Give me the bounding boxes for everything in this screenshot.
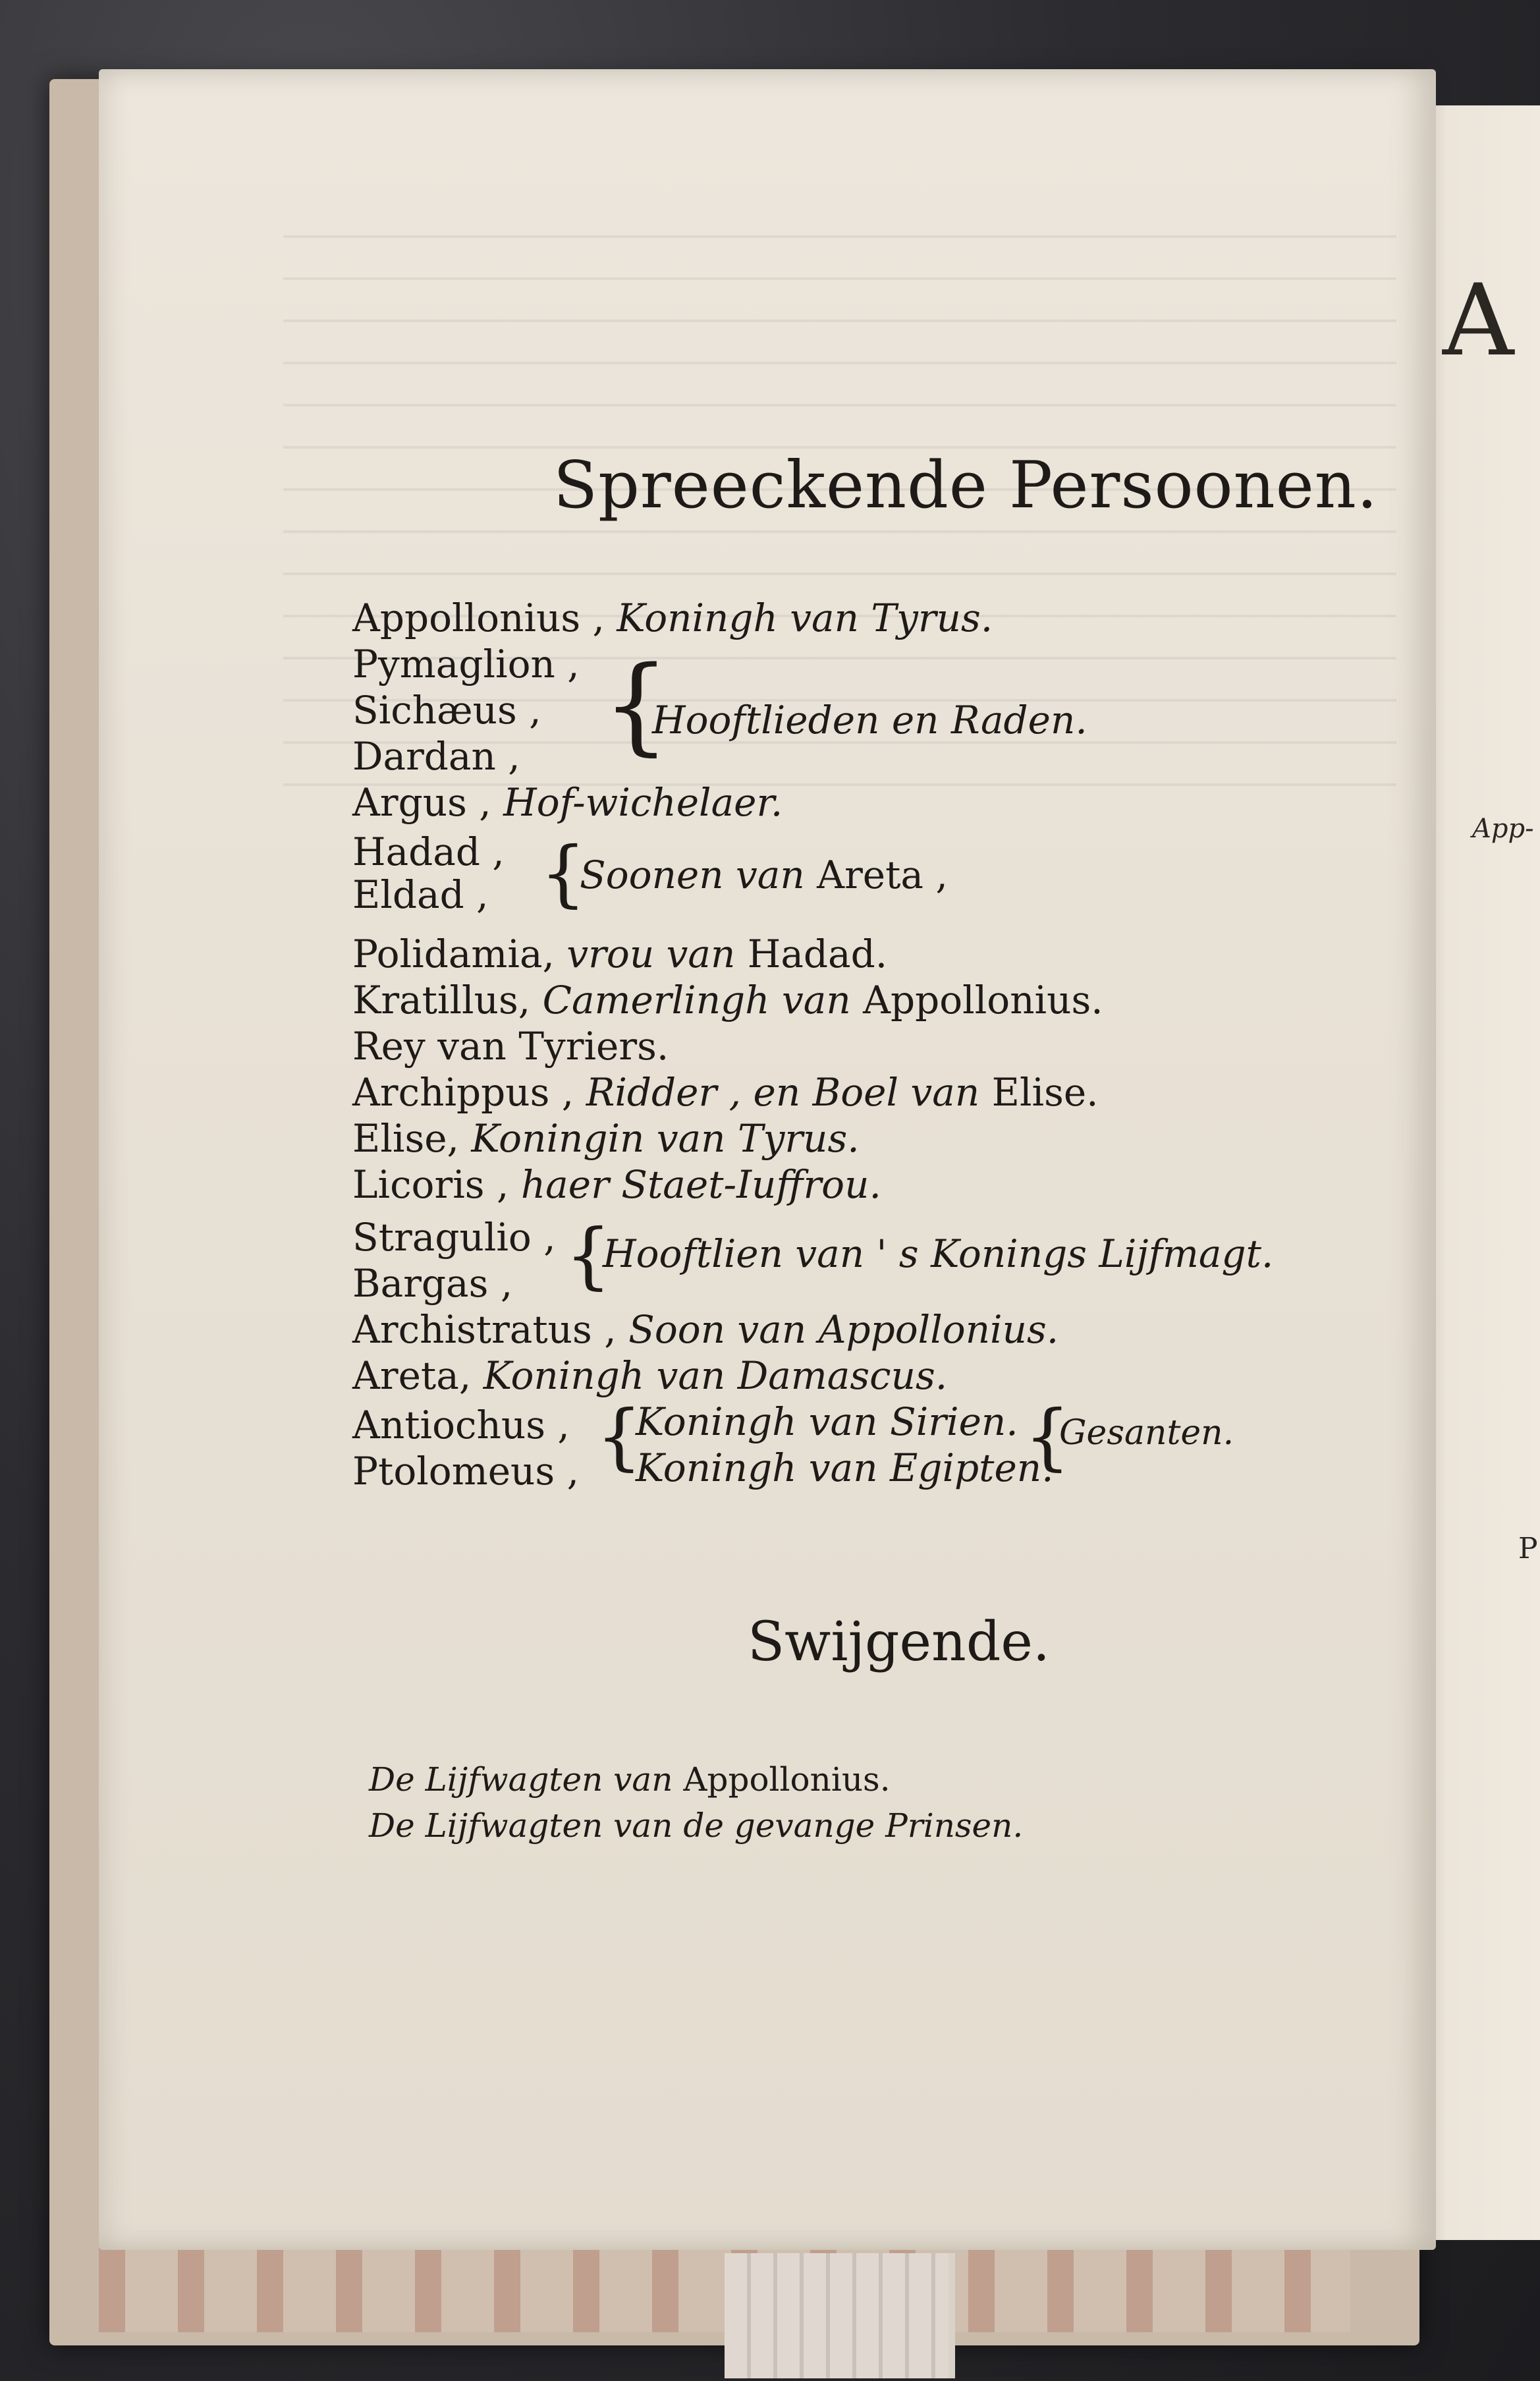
person-line: Polidamia, vrou van Hadad. xyxy=(352,932,888,976)
silent-line: De Lijfwagten van de gevange Prinsen. xyxy=(369,1807,1024,1845)
person-line: Sichæus , xyxy=(352,688,541,733)
brace-icon: { xyxy=(596,1394,642,1478)
person-line: Antiochus , xyxy=(352,1403,570,1447)
brace-icon: { xyxy=(1024,1394,1070,1478)
binding-stitch xyxy=(725,2253,949,2378)
person-line: Pymaglion , xyxy=(352,642,580,686)
group-captains: Hooftlieden en Raden. xyxy=(652,698,1087,742)
person-line: Dardan , xyxy=(352,734,520,779)
person-line: Rey van Tyriers. xyxy=(352,1024,669,1069)
person-line: Bargas , xyxy=(352,1261,513,1306)
person-line: Elise, Koningin van Tyrus. xyxy=(352,1116,860,1161)
page-title: Spreeckende Persoonen. xyxy=(553,448,1379,523)
brace-icon: { xyxy=(565,1213,611,1297)
group-guards: Hooftlien van ' s Konings Lijfmagt. xyxy=(603,1231,1274,1276)
person-line: Appollonius , Koningh van Tyrus. xyxy=(352,596,993,640)
group-envoys: Gesanten. xyxy=(1059,1413,1234,1453)
person-line: Eldad , xyxy=(352,872,489,917)
person-line: Stragulio , xyxy=(352,1215,556,1260)
brace-icon: { xyxy=(540,831,586,915)
person-line: Argus , Hof-wichelaer. xyxy=(352,780,783,825)
king-sirien: Koningh van Sirien. xyxy=(636,1399,1018,1444)
person-line: Ptolomeus , xyxy=(352,1449,580,1494)
person-line: Archippus , Ridder , en Boel van Elise. xyxy=(352,1070,1099,1115)
person-line: Licoris , haer Staet-Iuffrou. xyxy=(352,1162,881,1207)
brace-icon: { xyxy=(603,643,670,766)
person-line: Hadad , xyxy=(352,829,505,874)
facing-page-initial: P xyxy=(1518,1532,1538,1565)
person-line: Kratillus, Camerlingh van Appollonius. xyxy=(352,978,1103,1022)
silent-heading: Swijgende. xyxy=(748,1611,1050,1673)
facing-page-title: A xyxy=(1443,264,1526,378)
person-line: Areta, Koningh van Damascus. xyxy=(352,1353,948,1398)
facing-page-margin-note: App- xyxy=(1472,814,1534,844)
group-sons: Soonen van Areta , xyxy=(580,853,948,897)
person-line: Archistratus , Soon van Appollonius. xyxy=(352,1307,1059,1352)
king-egipten: Koningh van Egipten. xyxy=(636,1445,1054,1490)
silent-line: De Lijfwagten van Appollonius. xyxy=(369,1760,891,1799)
